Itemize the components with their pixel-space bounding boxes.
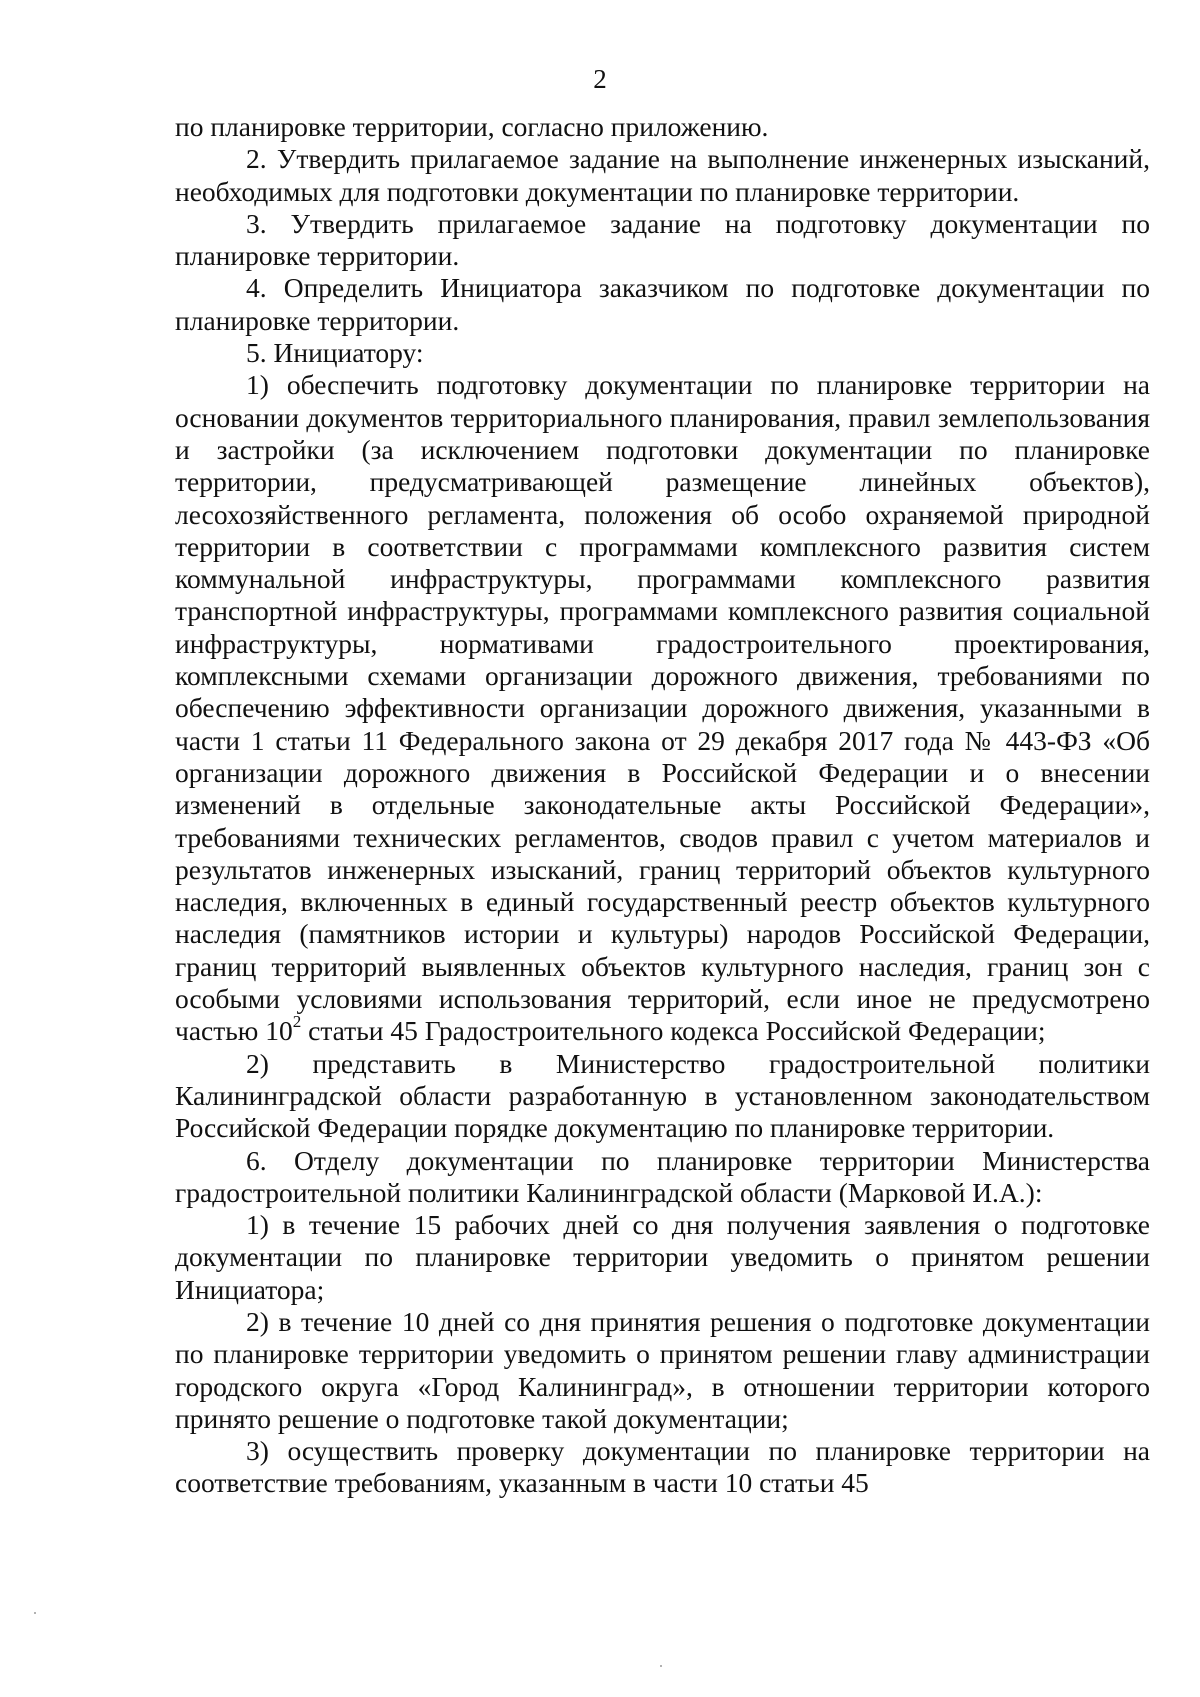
paragraph-item-6-2: 2) в течение 10 дней со дня принятия решения о подготовке документации по планировке территории уведомить о принятом решении главу администрации городского округа «Город Калининград», в отношении территории которого принято решение о подготовке такой документации; (175, 1305, 1150, 1434)
paragraph-item-5: 5. Инициатору: (246, 337, 424, 369)
paragraph-item-6-3: 3) осуществить проверку документации по планировке территории на соответствие требованиям, указанным в части 10 статьи 45 (175, 1435, 1150, 1499)
paragraph-item-2: 2. Утвердить прилагаемое задание на выполнение инженерных изысканий, необходимых для подготовки документации по планировке территории. (175, 143, 1150, 207)
paragraph-item-6: 6. Отделу документации по планировке территории Министерства градостроительной политики Калининградской области (Марковой И.А.): (175, 1144, 1150, 1208)
document-body (175, 111, 1150, 1500)
paragraph-item-5-1-text: 1) обеспечить подготовку документации по планировке территории на основании документов территориального планирования, правил землепользования и застройки (за исключением подготовки документации по планировке территории, предусматривающей размещение линейных объектов), лесохозяйственного регламента, положения об особо охраняемой природной территории в соответствии с программами комплексного развития систем коммунальной инфраструктуры, программами комплексного развития транспортной инфраструктуры, программами комплексного развития социальной инфраструктуры, нормативами градостроительного проектирования, комплексными схемами организации дорожного движения, требованиями по обеспечению эффективности организации дорожного движения, указанными в части 1 статьи 11 Федерального закона от 29 декабря 2017 года № 443-ФЗ «Об организации дорожного движения в Российской Федерации и о внесении изменений в отдельные законодательные акты Российской Федерации», требованиями технических регламентов, сводов правил с учетом материалов и результатов инженерных изысканий, границ территорий объектов культурного наследия, включенных в единый государственный реестр объектов культурного наследия (памятников истории и культуры) народов Российской Федерации, границ территорий выявленных объектов культурного наследия, границ зон с особыми условиями использования территорий, если иное не предусмотрено частью 10 (175, 369, 1150, 1047)
paragraph-item-5-2: 2) представить в Министерство градостроительной политики Калининградской области разработанную в установленном законодательством Российской Федерации порядке документацию по планировке территории. (175, 1047, 1150, 1144)
paragraph-item-4: 4. Определить Инициатора заказчиком по подготовке документации по планировке территории. (175, 272, 1150, 336)
superscript-index: 2 (292, 1012, 302, 1032)
paragraph-item-3: 3. Утвердить прилагаемое задание на подготовку документации по планировке территории. (175, 207, 1150, 272)
paragraph-continuation: по планировке территории, согласно приложению. (175, 111, 769, 142)
paragraph-item-5-1 (175, 369, 1150, 1047)
paragraph-item-5-1-tail: статьи 45 Градостроительного кодекса Российской Федерации; (301, 1015, 1046, 1047)
scan-speck (660, 1665, 662, 1667)
page-number: 2 (593, 64, 607, 94)
scan-speck (34, 1612, 36, 1614)
paragraph-item-6-1: 1) в течение 15 рабочих дней со дня получения заявления о подготовке документации по планировке территории уведомить о принятом решении Инициатора; (175, 1209, 1150, 1305)
